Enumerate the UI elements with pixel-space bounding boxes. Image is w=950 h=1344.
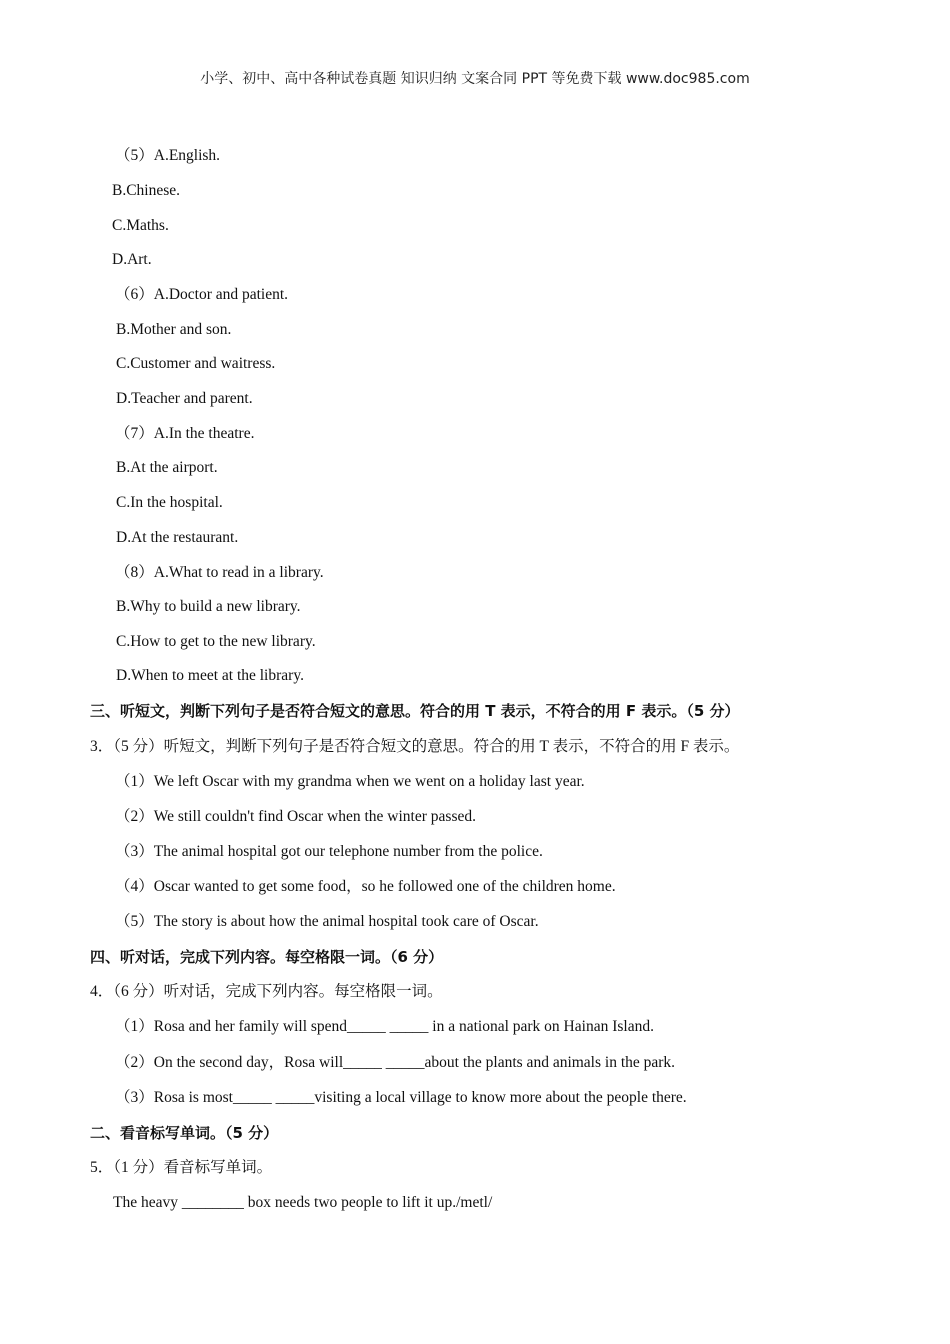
statement-3-3: （3）The animal hospital got our telephone number from the police. xyxy=(115,843,543,860)
option-q5-a: （5）A.English. xyxy=(115,147,221,164)
section-3-heading: 三、听短文，判断下列句子是否符合短文的意思。符合的用 T 表示，不符合的用 F 表示。（5 分） xyxy=(90,702,740,720)
option-q5-d: D.Art. xyxy=(112,251,152,268)
option-q7-d: D.At the restaurant. xyxy=(116,529,239,546)
option-q6-a: （6）A.Doctor and patient. xyxy=(115,286,289,303)
page-header: 小学、初中、高中各种试卷真题 知识归纳 文案合同 PPT 等免费下载 www.doc985.com xyxy=(200,71,750,87)
option-q7-c: C.In the hospital. xyxy=(116,494,223,511)
section-5-heading: 二、看音标写单词。（5 分） xyxy=(90,1124,279,1142)
fill-blank-4-1: （1）Rosa and her family will spend_____ _____ in a national park on Hainan Island. xyxy=(115,1018,654,1035)
fill-blank-4-2: （2）On the second day，Rosa will_____ _____about the plants and animals in the park. xyxy=(115,1054,676,1071)
option-q5-b: B.Chinese. xyxy=(112,182,181,199)
question-4: 4．（6 分）听对话，完成下列内容。每空格限一词。 xyxy=(90,983,443,1000)
sentence-start: The heavy xyxy=(113,1194,182,1211)
option-q8-a: （8）A.What to read in a library. xyxy=(115,564,324,581)
phonetic-sentence xyxy=(113,1193,492,1213)
question-3: 3．（5 分）听短文，判断下列句子是否符合短文的意思。符合的用 T 表示，不符合的用 F 表示。 xyxy=(90,738,740,755)
option-q6-b: B.Mother and son. xyxy=(116,321,232,338)
section-4-heading: 四、听对话，完成下列内容。每空格限一词。（6 分） xyxy=(90,948,444,966)
option-q6-d: D.Teacher and parent. xyxy=(116,390,253,407)
option-q6-c: C.Customer and waitress. xyxy=(116,355,276,372)
option-q7-a: （7）A.In the theatre. xyxy=(115,425,255,442)
statement-3-1: （1）We left Oscar with my grandma when we went on a holiday last year. xyxy=(115,773,585,790)
fill-blank-4-3: （3）Rosa is most_____ _____visiting a local village to know more about the people there. xyxy=(115,1089,687,1106)
option-q5-c: C.Maths. xyxy=(112,217,169,234)
option-q7-b: B.At the airport. xyxy=(116,459,218,476)
option-q8-b: B.Why to build a new library. xyxy=(116,598,301,615)
question-5: 5．（1 分）看音标写单词。 xyxy=(90,1159,273,1176)
statement-3-2: （2）We still couldn't find Oscar when the winter passed. xyxy=(115,808,476,825)
option-q8-d: D.When to meet at the library. xyxy=(116,667,304,684)
statement-3-4: （4）Oscar wanted to get some food，so he followed one of the children home. xyxy=(115,878,616,895)
option-q8-c: C.How to get to the new library. xyxy=(116,633,316,650)
statement-3-5: （5）The story is about how the animal hospital took care of Oscar. xyxy=(115,913,539,930)
answer-blank: ________ xyxy=(181,1194,244,1211)
sentence-end: box needs two people to lift it up./metl/ xyxy=(243,1194,493,1211)
